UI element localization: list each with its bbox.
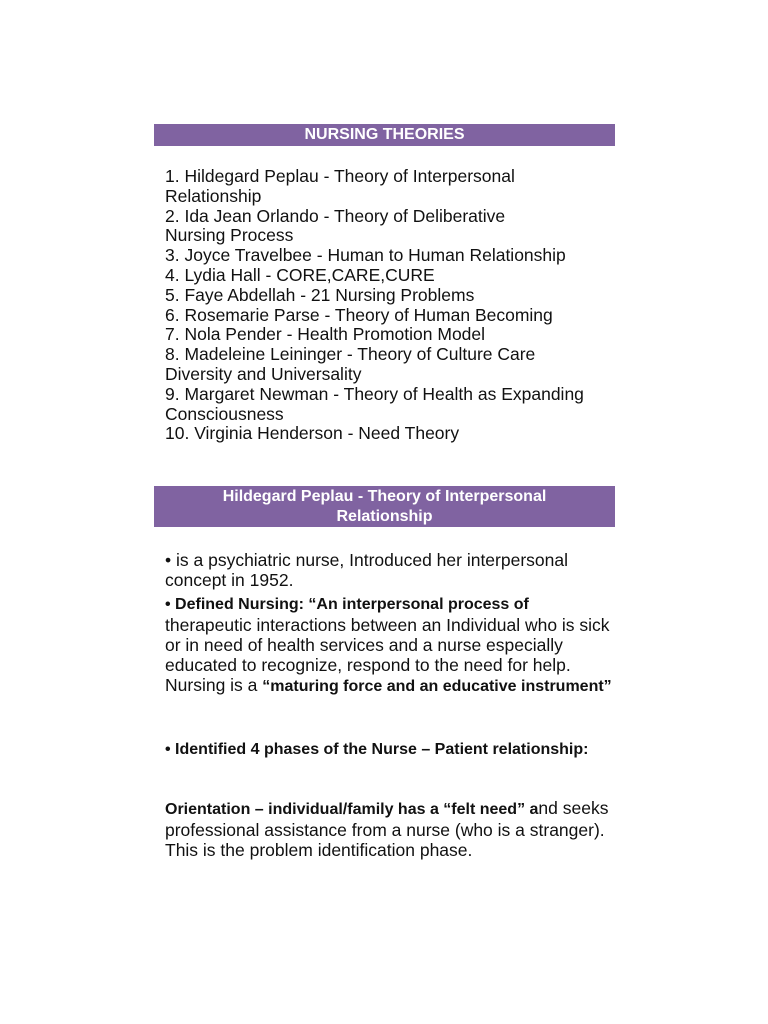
theory-line-continued: Relationship — [165, 185, 262, 206]
theory-list — [165, 167, 615, 444]
theory-line: 10. Virginia Henderson - Need Theory — [165, 423, 460, 444]
paragraph-defined-nursing — [165, 593, 615, 697]
paragraph-orientation — [165, 798, 615, 860]
theory-list-item — [165, 424, 615, 444]
theory-list-item — [165, 306, 615, 326]
theory-list-item — [165, 246, 615, 266]
theory-line: 2. Ida Jean Orlando - Theory of Deliberative — [165, 205, 506, 226]
defined-nursing-label: • Defined Nursing: “An interpersonal process of — [165, 596, 529, 613]
theory-list-item — [165, 266, 615, 286]
theory-list-item — [165, 167, 615, 207]
theory-list-item — [165, 325, 615, 345]
section-header-peplau — [154, 486, 615, 527]
orientation-text: nd seeks professional assistance from a nurse (who is a stranger). This is the problem identification phase. — [165, 798, 609, 860]
theory-line-continued: Consciousness — [165, 403, 284, 424]
theory-line-continued: Diversity and Universality — [165, 363, 362, 384]
defined-nursing-quote: “maturing force and an educative instrument” — [262, 678, 612, 695]
theory-line: 7. Nola Pender - Health Promotion Model — [165, 324, 486, 345]
theory-line: 3. Joyce Travelbee - Human to Human Relationship — [165, 245, 566, 266]
section-title-line1: Hildegard Peplau - Theory of Interpersonal — [222, 488, 547, 505]
paragraph-four-phases — [165, 738, 615, 760]
theory-list-item — [165, 345, 615, 385]
paragraph-text: • is a psychiatric nurse, Introduced her interpersonal concept in 1952. — [165, 550, 568, 590]
theory-line: 6. Rosemarie Parse - Theory of Human Becoming — [165, 304, 553, 325]
defined-nursing-text: therapeutic interactions between an Individual who is sick or in need of health services and a nurse especially educated to recognize, respond to the need for help. Nursing is a — [165, 615, 610, 695]
theory-line: 9. Margaret Newman - Theory of Health as Expanding — [165, 383, 584, 404]
phases-label: • Identified 4 phases of the Nurse – Patient relationship: — [165, 741, 589, 758]
theory-list-item — [165, 207, 615, 247]
section-header-nursing-theories — [154, 124, 615, 146]
theory-list-item — [165, 286, 615, 306]
theory-line: 4. Lydia Hall - CORE,CARE,CURE — [165, 264, 435, 285]
paragraph-psychiatric-nurse — [165, 550, 615, 590]
theory-line: 8. Madeleine Leininger - Theory of Culture Care — [165, 344, 536, 365]
theory-line: 1. Hildegard Peplau - Theory of Interpersonal — [165, 166, 515, 186]
theory-line: 5. Faye Abdellah - 21 Nursing Problems — [165, 284, 475, 305]
section-title: NURSING THEORIES — [304, 126, 465, 143]
orientation-label: Orientation – individual/family has a “felt need” a — [165, 801, 539, 818]
section-title-line2: Relationship — [336, 508, 433, 525]
theory-list-item — [165, 385, 615, 425]
theory-line-continued: Nursing Process — [165, 225, 294, 246]
